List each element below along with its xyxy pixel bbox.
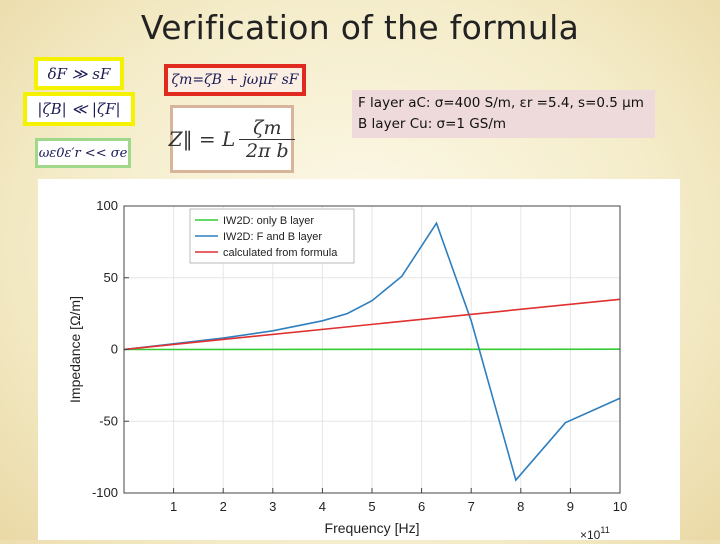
x-tick-label: 3 [269,499,276,514]
zeta-m-formula-box [164,64,306,96]
impedance-chart [38,179,680,540]
zeta-m-formula-text: ζm=ζB + jωμF sF [171,72,298,88]
x-axis-exponent [580,525,610,540]
chart-ticks [92,198,627,514]
condition-skin-depth-text: δF ≫ sF [48,65,111,83]
y-axis-label: Impedance [Ω/m] [67,296,83,403]
z-parallel-lhs: Z‖ = L [169,127,236,151]
x-tick-label: 10 [613,499,627,514]
legend-label-3: calculated from formula [223,247,338,259]
x-axis-label: Frequency [Hz] [325,520,420,536]
x-tick-label: 9 [567,499,574,514]
x-tick-label: 8 [517,499,524,514]
condition-skin-depth-box [34,57,124,90]
x-tick-label: 1 [170,499,177,514]
condition-impedance-box [23,92,135,126]
chart-legend [190,209,354,263]
f-layer-params: F layer aC: σ=400 S/m, εr =5.4, s=0.5 μm [358,93,649,114]
chart-svg [38,179,680,540]
y-tick-label: 100 [96,198,118,213]
x-exponent-base: ×10 [580,528,601,540]
slide-title: Verification of the formula [0,8,720,47]
x-tick-label: 6 [418,499,425,514]
legend-label-2: IW2D: F and B layer [223,231,322,243]
condition-conductivity-box [35,138,131,168]
z-parallel-formula-box [170,105,294,173]
x-tick-label: 4 [319,499,326,514]
z-parallel-denominator: 2π b [246,140,289,162]
y-tick-label: -50 [99,413,118,428]
x-exponent-power: 11 [600,525,609,535]
parameters-box [352,90,655,138]
condition-impedance-text: |ζB| ≪ |ζF| [37,100,120,118]
condition-conductivity-text: ωε0ε′r << σe [39,146,128,161]
x-tick-label: 2 [220,499,227,514]
legend-label-1: IW2D: only B layer [223,215,314,227]
z-parallel-fraction [239,117,295,162]
x-tick-label: 5 [368,499,375,514]
y-tick-label: 50 [104,270,118,285]
b-layer-params: B layer Cu: σ=1 GS/m [358,114,649,135]
y-tick-label: -100 [92,485,118,500]
x-tick-label: 7 [468,499,475,514]
z-parallel-numerator: ζm [253,117,281,139]
y-tick-label: 0 [111,342,118,357]
